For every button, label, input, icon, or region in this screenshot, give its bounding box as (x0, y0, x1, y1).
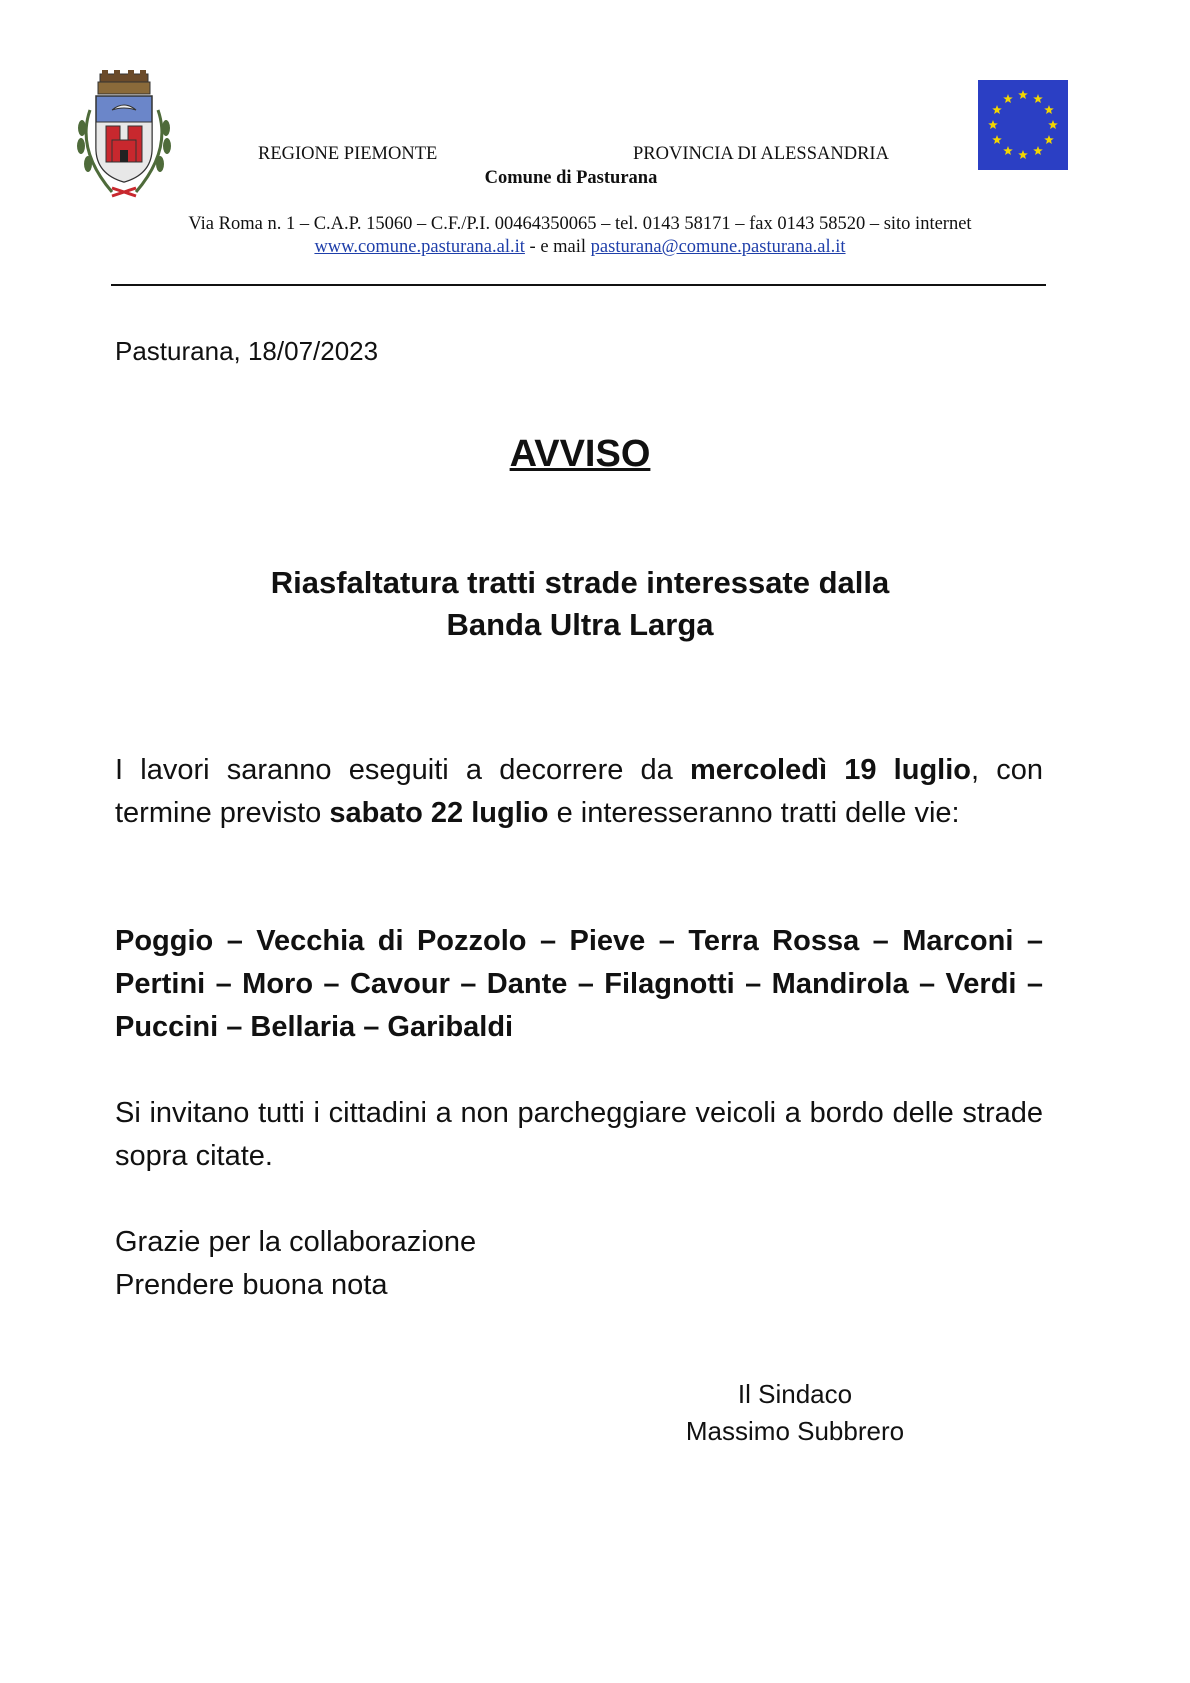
contacts-line: Via Roma n. 1 – C.A.P. 15060 – C.F./P.I. 00464350065 – tel. 0143 58171 – fax 0143 58520 – sito internet (188, 214, 972, 234)
website-link[interactable]: www.comune.pasturana.al.it (314, 237, 525, 257)
email-link[interactable]: pasturana@comune.pasturana.al.it (590, 237, 846, 257)
closing-line-1: Grazie per la collaborazione (115, 1226, 477, 1258)
closing-line-2: Prendere buona nota (115, 1269, 388, 1301)
date-line: Pasturana, 18/07/2023 (115, 336, 379, 366)
region-label: REGIONE PIEMONTE (258, 144, 438, 164)
signature-block (640, 1376, 950, 1450)
subtitle-line-2: Banda Ultra Larga (446, 607, 714, 642)
notice-subtitle (0, 562, 1160, 646)
closing-paragraph (115, 1221, 1043, 1307)
header-divider (111, 284, 1046, 286)
streets-list: Poggio – Vecchia di Pozzolo – Pieve – Terra Rossa – Marconi – Pertini – Moro – Cavour – Dante – Filagnotti – Mandirola – Verdi – Puccini – Bellaria – Garibaldi (115, 925, 1043, 1043)
works-paragraph (115, 749, 1043, 835)
notice-title: AVVISO (509, 433, 651, 475)
links-line (0, 237, 1160, 258)
p1-text-a: I lavori saranno eseguiti a decorrere da (115, 754, 691, 786)
p1-text-c: , con termine previsto (115, 754, 1044, 829)
province-label: PROVINCIA DI ALESSANDRIA (633, 144, 889, 164)
signature-role: Il Sindaco (737, 1379, 853, 1409)
subtitle-line-1: Riasfaltatura tratti strade interessate dalla (270, 565, 890, 600)
email-separator: - e mail (524, 237, 591, 257)
comune-name: Comune di Pasturana (484, 168, 658, 188)
end-date: sabato 22 luglio (329, 797, 549, 829)
signature-name: Massimo Subbrero (685, 1416, 905, 1446)
parking-paragraph: Si invitano tutti i cittadini a non parcheggiare veicoli a bordo delle strade sopra citate. (115, 1097, 1043, 1172)
eu-flag-icon (978, 80, 1068, 170)
start-date: mercoledì 19 luglio (690, 754, 971, 786)
p1-text-e: e interesseranno tratti delle vie: (548, 797, 960, 829)
